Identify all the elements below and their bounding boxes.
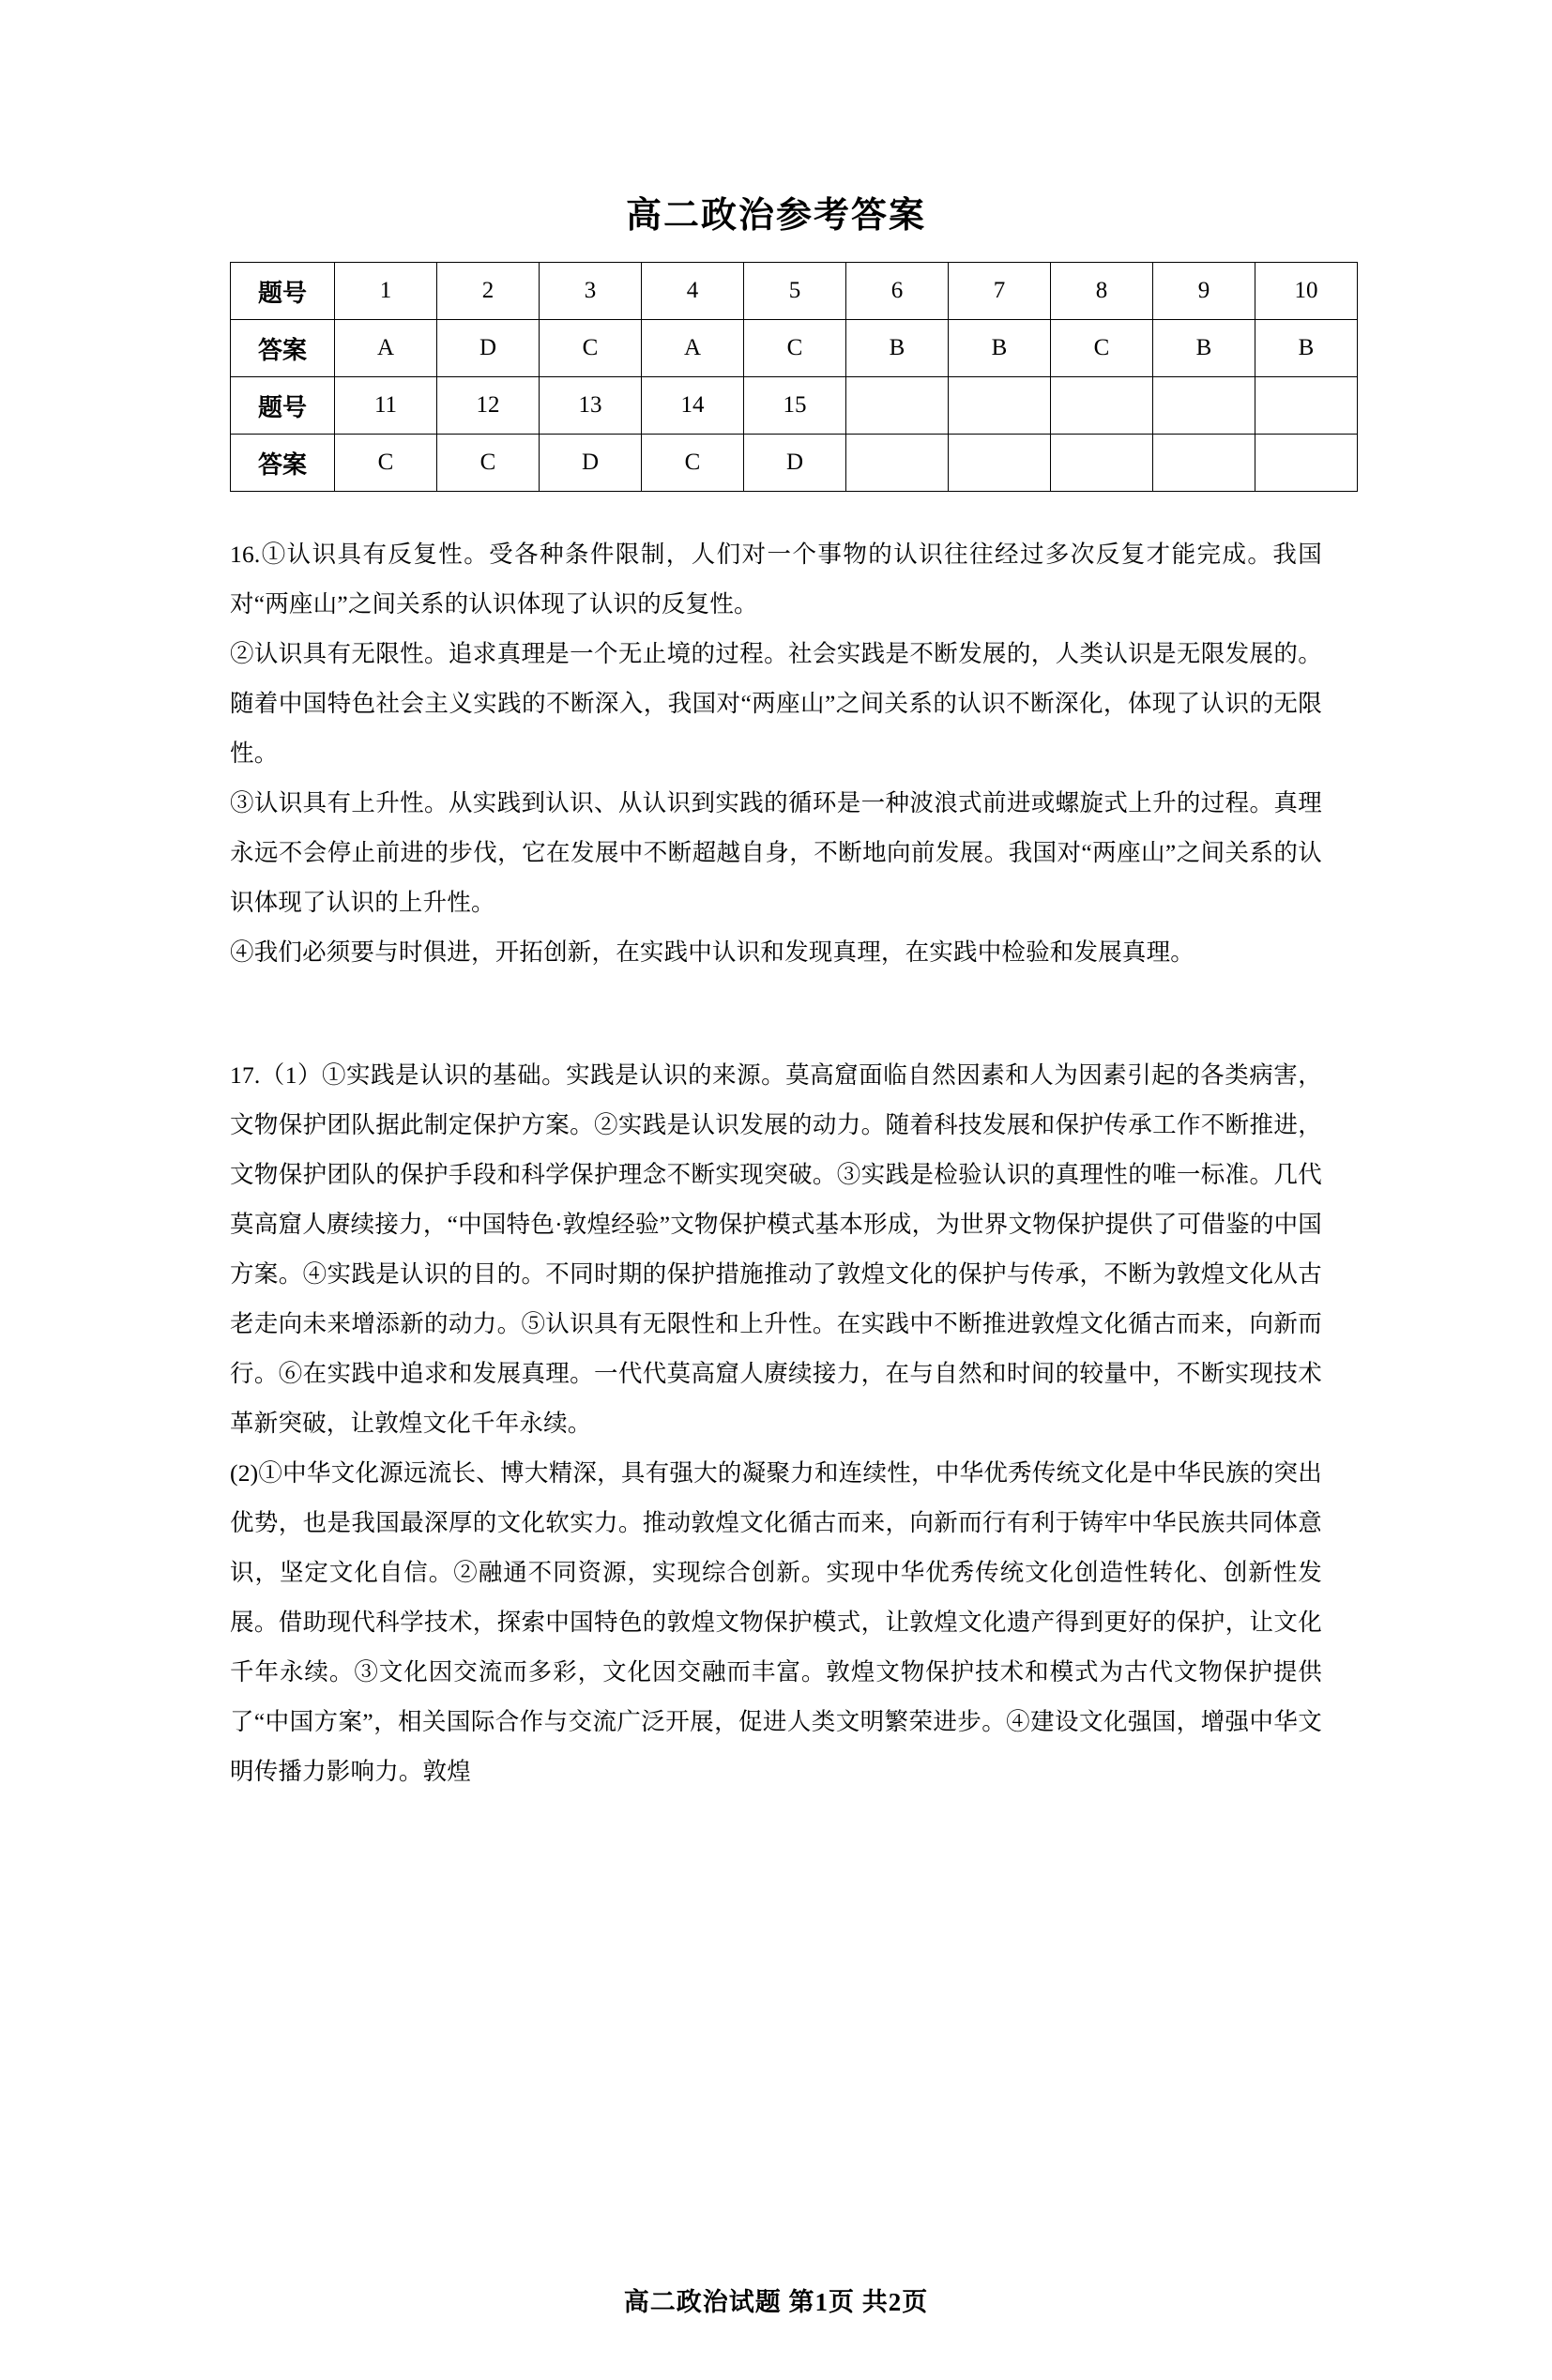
row-label: 答案 [231,435,335,492]
paragraph: (2)①中华文化源远流长、博大精深，具有强大的凝聚力和连续性，中华优秀传统文化是中华民族的突出优势，也是我国最深厚的文化软实力。推动敦煌文化循古而来，向新而行有利于铸牢中华民族共同体意识，坚定文化自信。②融通不同资源，实现综合创新。实现中华优秀传统文化创造性转化、创新性发展。借助现代科学技术，探索中国特色的敦煌文物保护模式，让敦煌文化遗产得到更好的保护，让文化千年永续。③文化因交流而多彩，文化因交融而丰富。敦煌文物保护技术和模式为古代文物保护提供了“中国方案”，相关国际合作与交流广泛开展，促进人类文明繁荣进步。④建设文化强国，增强中华文明传播力影响力。敦煌 [230,1459,1322,1785]
table-cell: B [1153,320,1255,377]
question-16-block [230,529,1322,977]
table-cell: C [540,320,642,377]
page-title: 高二政治参考答案 [625,196,926,236]
table-cell: A [335,320,437,377]
table-cell [1153,435,1255,492]
table-cell: C [437,435,540,492]
paragraph: 16.①认识具有反复性。受各种条件限制，人们对一个事物的认识往往经过多次反复才能完成。我国对“两座山”之间关系的认识体现了认识的反复性。 [230,541,1322,618]
table-cell: B [846,320,949,377]
table-cell: C [335,435,437,492]
table-row [231,263,1358,320]
table-cell [846,377,949,435]
table-row [231,435,1358,492]
table-cell: C [642,435,744,492]
table-cell: C [1051,320,1153,377]
table-cell: 4 [642,263,744,320]
table-cell: 1 [335,263,437,320]
table-cell: B [949,320,1051,377]
table-cell: D [437,320,540,377]
table-cell [949,435,1051,492]
table-cell: 2 [437,263,540,320]
table-cell: 7 [949,263,1051,320]
table-cell: 15 [744,377,846,435]
section-spacer [230,977,1322,1050]
row-label: 题号 [231,263,335,320]
table-row [231,320,1358,377]
question-17-block [230,1050,1322,1796]
table-cell [1153,377,1255,435]
table-cell: 6 [846,263,949,320]
table-cell: 13 [540,377,642,435]
table-cell: B [1255,320,1358,377]
table-cell: 12 [437,377,540,435]
row-label: 答案 [231,320,335,377]
table-cell [1255,435,1358,492]
table-cell [949,377,1051,435]
table-cell: 10 [1255,263,1358,320]
table-cell [1051,377,1153,435]
paragraph: ③认识具有上升性。从实践到认识、从认识到实践的循环是一种波浪式前进或螺旋式上升的过程。真理永远不会停止前进的步伐，它在发展中不断超越自身，不断地向前发展。我国对“两座山”之间关系的认识体现了认识的上升性。 [230,789,1322,916]
table-cell [1255,377,1358,435]
table-cell: D [744,435,846,492]
table-cell: 9 [1153,263,1255,320]
table-cell [846,435,949,492]
table-cell: D [540,435,642,492]
paragraph: ④我们必须要与时俱进，开拓创新，在实践中认识和发现真理，在实践中检验和发展真理。 [230,938,1195,966]
table-cell: 14 [642,377,744,435]
row-label: 题号 [231,377,335,435]
paragraph: 17.（1）①实践是认识的基础。实践是认识的来源。莫高窟面临自然因素和人为因素引起的各类病害，文物保护团队据此制定保护方案。②实践是认识发展的动力。随着科技发展和保护传承工作不断推进，文物保护团队的保护手段和科学保护理念不断实现突破。③实践是检验认识的真理性的唯一标准。几代莫高窟人赓续接力，“中国特色·敦煌经验”文物保护模式基本形成，为世界文物保护提供了可借鉴的中国方案。④实践是认识的目的。不同时期的保护措施推动了敦煌文化的保护与传承，不断为敦煌文化从古老走向未来增添新的动力。⑤认识具有无限性和上升性。在实践中不断推进敦煌文化循古而来，向新而行。⑥在实践中追求和发展真理。一代代莫高窟人赓续接力，在与自然和时间的较量中，不断实现技术革新突破，让敦煌文化千年永续。 [230,1061,1322,1437]
table-cell: C [744,320,846,377]
table-cell [1051,435,1153,492]
page-footer: 高二政治试题 第1页 共2页 [623,2288,929,2316]
paragraph: ②认识具有无限性。追求真理是一个无止境的过程。社会实践是不断发展的，人类认识是无限发展的。随着中国特色社会主义实践的不断深入，我国对“两座山”之间关系的认识不断深化，体现了认识的无限性。 [230,640,1322,767]
table-cell: 11 [335,377,437,435]
answer-key-table [230,262,1358,492]
answer-body [230,529,1322,1796]
table-cell: 8 [1051,263,1153,320]
table-cell: 3 [540,263,642,320]
table-cell: A [642,320,744,377]
table-row [231,377,1358,435]
table-cell: 5 [744,263,846,320]
answer-sheet-page [0,186,1552,2380]
